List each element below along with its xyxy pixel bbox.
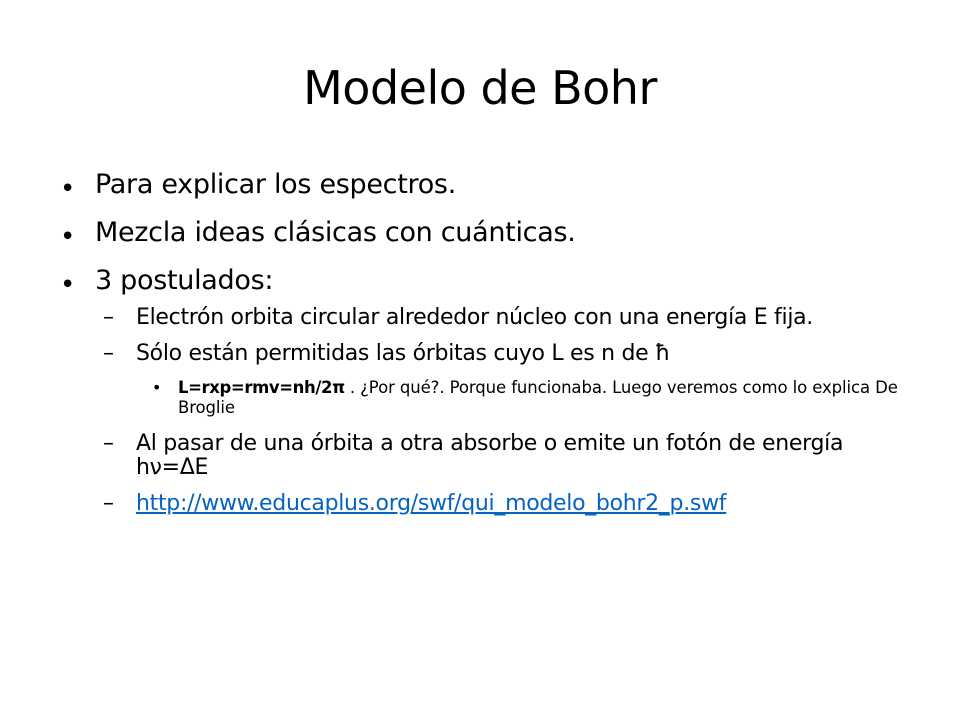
dash-icon: – xyxy=(103,491,114,516)
bullet-text: 3 postulados: xyxy=(95,265,274,296)
bullet-text: Mezcla ideas clásicas con cuánticas. xyxy=(95,217,576,248)
link-item xyxy=(103,492,915,516)
slide-content xyxy=(60,168,915,528)
bullet-icon: • xyxy=(60,174,76,204)
bullet-icon: • xyxy=(60,222,76,252)
postulate-text: Sólo están permitidas las órbitas cuyo L es n de ħ xyxy=(136,341,671,366)
bullet-item xyxy=(60,264,915,298)
dash-icon: – xyxy=(103,341,114,366)
postulate-item xyxy=(103,306,915,330)
dash-icon: – xyxy=(103,431,114,456)
formula-text: L=rxp=rmv=nh/2π xyxy=(178,378,345,397)
postulate-text: Al pasar de una órbita a otra absorbe o emite un fotón de energía hν=ΔE xyxy=(136,431,844,480)
slide-title: Modelo de Bohr xyxy=(303,61,657,115)
sub-bullet-item xyxy=(152,378,915,418)
postulate-text: Electrón orbita circular alrededor núcleo con una energía E fija. xyxy=(136,305,814,330)
bullet-icon: • xyxy=(60,270,76,300)
dash-icon: – xyxy=(103,305,114,330)
postulate-item xyxy=(103,432,915,480)
bullet-text: Para explicar los espectros. xyxy=(95,169,456,200)
bullet-icon: • xyxy=(152,378,162,397)
educaplus-link[interactable]: http://www.educaplus.org/swf/qui_modelo_bohr2_p.swf xyxy=(136,491,727,516)
postulate-item xyxy=(103,342,915,366)
sub-bullet-text: . ¿Por qué?. Porque funcionaba. Luego veremos como lo explica De Broglie xyxy=(178,378,898,417)
bullet-item xyxy=(60,168,915,202)
bullet-item xyxy=(60,216,915,250)
